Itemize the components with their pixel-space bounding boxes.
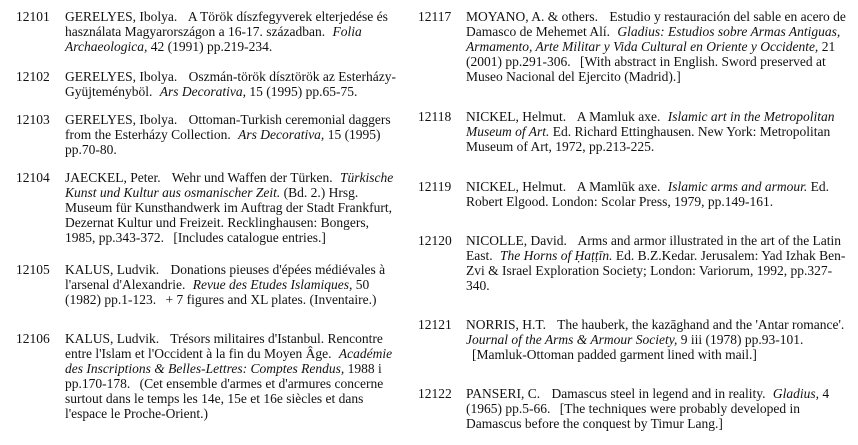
bibliography-entry — [418, 317, 854, 373]
entry-number: 12103 — [16, 112, 50, 127]
entry-number: 12117 — [418, 9, 452, 24]
entry-title: Damascus steel in legend and in reality. — [551, 386, 766, 401]
entry-note: [Mamluk-Ottoman padded garment lined with mail.] — [472, 347, 757, 362]
entry-title: Arms and armor illustrated in the art of the Latin East. — [466, 233, 842, 263]
entry-journal: Ars Decorativa, — [159, 84, 246, 99]
bibliography-entry — [16, 112, 400, 157]
entry-body — [466, 233, 854, 293]
entry-body — [466, 9, 854, 84]
entry-body — [65, 9, 400, 54]
entry-journal: Académie des Inscriptions & Belles-Lettres: Comptes Rendus, — [65, 346, 393, 376]
left-column — [16, 9, 400, 434]
entry-title: Trésors militaires d'Istanbul. Rencontre entre l'Islam et l'Occident à la fin du Moyen Âge. — [65, 331, 383, 361]
entry-title: Estudio y restauración del sable en acero de Damasco de Mehemet Alí. — [466, 9, 846, 39]
entry-body — [65, 331, 400, 421]
bibliography-entry — [418, 233, 854, 304]
entry-author: NICKEL, Helmut. — [466, 179, 567, 194]
entry-publication: 21 (2001) pp.291-306. — [466, 39, 836, 69]
bibliography-entry — [16, 170, 400, 249]
entry-journal: Türkische Kunst und Kultur aus osmanischer Zeit. — [65, 170, 394, 200]
entry-title: A Mamluk axe. — [576, 109, 661, 124]
bibliography-entry — [418, 386, 854, 431]
entry-number: 12121 — [418, 317, 452, 332]
entry-number: 12122 — [418, 386, 452, 401]
entry-journal: Journal of the Arms & Armour Society, — [466, 332, 678, 347]
entry-body — [65, 262, 400, 307]
entry-number: 12104 — [16, 170, 50, 185]
entry-body — [466, 179, 854, 209]
entry-note: + 7 figures and XL plates. (Inventaire.) — [165, 292, 377, 307]
right-column — [418, 9, 854, 444]
entry-number: 12118 — [418, 109, 452, 124]
entry-author: NICOLLE, David. — [466, 233, 567, 248]
entry-number: 12119 — [418, 179, 452, 194]
entry-journal: Ars Decorativa, — [238, 127, 325, 142]
entry-body — [466, 386, 854, 431]
entry-journal: Islamic art in the Metropolitan Museum of Art. — [466, 109, 835, 139]
entry-author: MOYANO, A. & others. — [466, 9, 599, 24]
entry-publication: 50 (1982) pp.1-123. — [65, 277, 370, 307]
entry-author: GERELYES, Ibolya. — [65, 69, 178, 84]
entry-body — [466, 109, 854, 154]
entry-publication: Ed. Richard Ettinghausen. New York: Metropolitan Museum of Art, 1972, pp.213-225. — [466, 124, 831, 154]
entry-title: A Mamlūk axe. — [576, 179, 661, 194]
entry-author: NORRIS, H.T. — [466, 317, 547, 332]
entry-number: 12120 — [418, 233, 452, 248]
entry-number: 12101 — [16, 9, 50, 24]
entry-publication: 42 (1991) pp.219-234. — [150, 39, 273, 54]
entry-title: The hauberk, the kazāghand and the 'Antar romance'. — [557, 317, 845, 332]
entry-note: [The techniques were probably developed in Damascus before the conquest by Timur Lang.] — [466, 401, 801, 431]
entry-publication: 4 (1965) pp.5-66. — [466, 386, 830, 416]
entry-body — [65, 69, 400, 99]
bibliography-entry — [418, 9, 854, 96]
entry-publication: (Bd. 2.) Hrsg. Museum für Kunsthandwerk im Auftrag der Stadt Frankfurt, Dezernat Kultur und Freizeit. Recklinghausen: Bongers, 1985, pp.343-372. — [65, 185, 392, 245]
entry-author: JAECKEL, Peter. — [65, 170, 161, 185]
entry-body — [65, 170, 400, 245]
bibliography-entry — [418, 109, 854, 166]
entry-author: PANSERI, C. — [466, 386, 541, 401]
entry-title: A Török díszfegyverek elterjedése és használata Magyarországon a 16-17. században. — [65, 9, 388, 39]
entry-number: 12105 — [16, 262, 50, 277]
entry-publication: 9 iii (1978) pp.93-101. — [680, 332, 804, 347]
bibliography-entry — [16, 69, 400, 99]
entry-note: [With abstract in English. Sword preserved at Museo Nacional del Ejercito (Madrid).] — [466, 54, 826, 84]
entry-body — [466, 317, 854, 362]
entry-note: [Includes catalogue entries.] — [173, 230, 326, 245]
bibliography-entry — [16, 9, 400, 56]
entry-author: GERELYES, Ibolya. — [65, 112, 178, 127]
entry-title: Wehr und Waffen der Türken. — [171, 170, 333, 185]
entry-title: Oszmán-török dísztörök az Esterházy-Gyüjteményböl. — [65, 69, 396, 99]
entry-number: 12106 — [16, 331, 50, 346]
entry-journal: The Horns of Ḥaṭṭīn. — [500, 248, 613, 263]
bibliography-entry — [418, 179, 854, 220]
entry-publication: Ed. B.Z.Kedar. Jerusalem: Yad Izhak Ben-Zvi & Israel Exploration Society; London: Variorum, 1992, pp.327-340. — [466, 248, 846, 293]
entry-publication: 15 (1995) pp.65-75. — [249, 84, 358, 99]
entry-author: NICKEL, Helmut. — [466, 109, 567, 124]
entry-author: KALUS, Ludvik. — [65, 262, 160, 277]
entry-number: 12102 — [16, 69, 50, 84]
entry-publication: 1988 i pp.170-178. — [65, 361, 382, 391]
entry-author: GERELYES, Ibolya. — [65, 9, 178, 24]
entry-publication: Ed. Robert Elgood. London: Scolar Press, 1979, pp.149-161. — [466, 179, 830, 209]
bibliography-entry — [16, 331, 400, 421]
entry-body — [65, 112, 400, 157]
entry-journal: Revue des Etudes Islamiques, — [192, 277, 353, 292]
entry-journal: Gladius, — [772, 386, 819, 401]
entry-author: KALUS, Ludvik. — [65, 331, 160, 346]
entry-title: Ottoman-Turkish ceremonial daggers from the Esterházy Collection. — [65, 112, 391, 142]
entry-note: (Cet ensemble d'armes et d'armures concerne surtout dans le temps les 14e, 15e et 16e siècles et dans l'espace le Proche-Orient.) — [65, 376, 384, 421]
entry-journal: Islamic arms and armour. — [667, 179, 808, 194]
entry-journal: Folia Archaeologica, — [65, 24, 362, 54]
entry-title: Donations pieuses d'épées médiévales à l'arsenal d'Alexandrie. — [65, 262, 386, 292]
entry-publication: 15 (1995) pp.70-80. — [65, 127, 381, 157]
bibliography-entry — [16, 262, 400, 318]
entry-journal: Gladius: Estudios sobre Armas Antiguas, Armamento, Arte Militar y Vida Cultural en Oriente y Occidente, — [466, 24, 841, 54]
